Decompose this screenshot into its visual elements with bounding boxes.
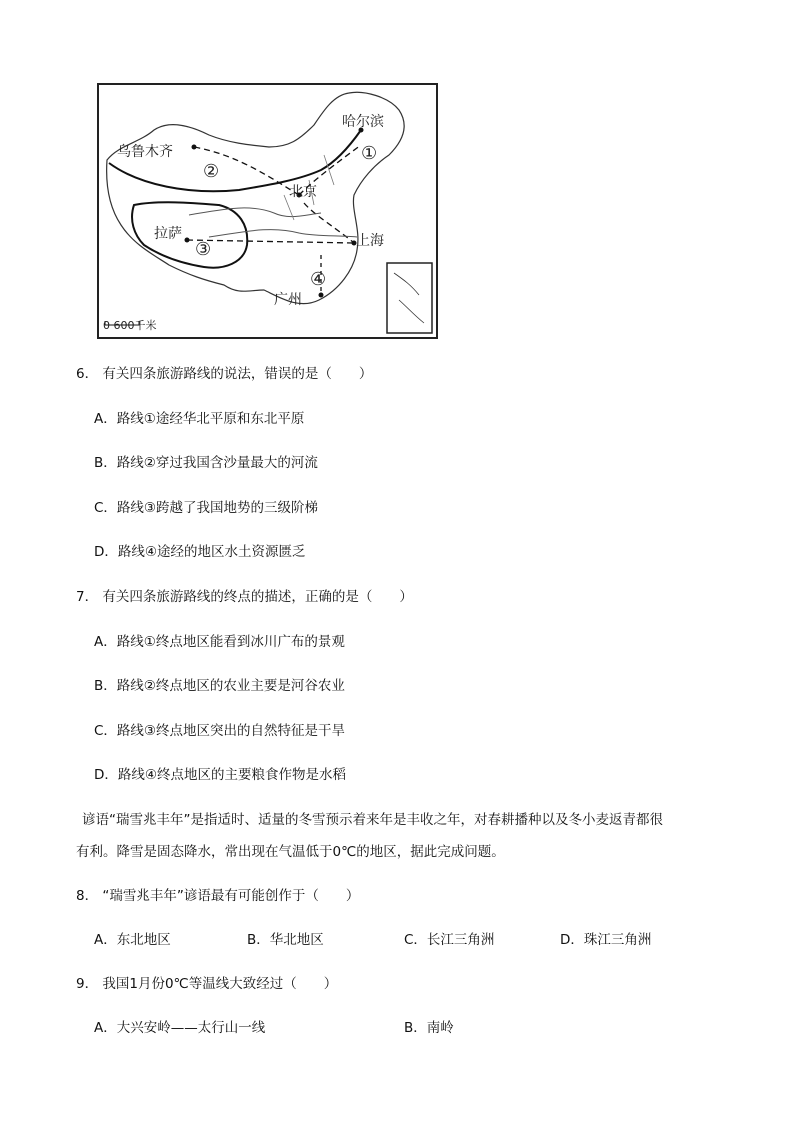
label-shanghai: 上海 <box>356 233 384 249</box>
question-7-option-d: D．路线④终点地区的主要粮食作物是水稻 <box>94 767 346 783</box>
question-7-option-a: A．路线①终点地区能看到冰川广布的景观 <box>94 634 345 650</box>
question-8-stem: 8． “瑞雪兆丰年”谚语最有可能创作于（ ） <box>76 888 360 904</box>
passage-line-1: 谚语“瑞雪兆丰年”是指适时、适量的冬雪预示着来年是丰收之年，对春耕播种以及冬小麦返青都很 <box>82 812 663 828</box>
label-route-2: ② <box>203 161 220 182</box>
question-8-option-c: C．长江三角洲 <box>404 932 495 948</box>
south-china-sea-inset <box>387 263 432 333</box>
passage-line-2: 有利。降雪是固态降水，常出现在气温低于0℃的地区，据此完成问题。 <box>76 844 505 860</box>
question-9-stem: 9． 我国1月份0℃等温线大致经过（ ） <box>76 976 338 992</box>
question-7-option-b: B．路线②终点地区的农业主要是河谷农业 <box>94 678 345 694</box>
yellow-river <box>189 208 321 217</box>
label-guangzhou: 广州 <box>274 292 302 308</box>
lhasa-dot <box>185 238 190 243</box>
label-route-1: ① <box>361 143 378 164</box>
label-urumqi: 乌鲁木齐 <box>117 144 173 160</box>
label-lhasa: 拉萨 <box>154 226 182 242</box>
guangzhou-dot <box>319 293 324 298</box>
label-harbin: 哈尔滨 <box>342 114 384 130</box>
question-8-option-a: A．东北地区 <box>94 932 171 948</box>
question-9-option-a: A．大兴安岭——太行山一线 <box>94 1020 266 1036</box>
question-9-option-b: B．南岭 <box>404 1020 454 1036</box>
region-boundary-northwest <box>109 130 361 191</box>
region-boundary-plateau <box>132 202 247 267</box>
question-8-option-d: D．珠江三角洲 <box>560 932 652 948</box>
question-6-stem: 6． 有关四条旅游路线的说法，错误的是（ ） <box>76 366 373 382</box>
question-7-option-c: C．路线③终点地区突出的自然特征是干旱 <box>94 723 346 739</box>
china-route-map <box>97 83 438 339</box>
question-7-stem: 7． 有关四条旅游路线的终点的描述，正确的是（ ） <box>76 589 413 605</box>
question-6-option-d: D．路线④途经的地区水土资源匮乏 <box>94 544 306 560</box>
urumqi-dot <box>192 145 197 150</box>
question-6-option-c: C．路线③跨越了我国地势的三级阶梯 <box>94 500 319 516</box>
label-route-4: ④ <box>310 269 327 290</box>
scale-label: 0 600千米 <box>103 319 157 332</box>
label-route-3: ③ <box>195 239 212 260</box>
map-drawing <box>99 85 436 337</box>
label-beijing: 北京 <box>289 184 317 200</box>
yangtze-river <box>209 230 357 237</box>
question-8-option-b: B．华北地区 <box>247 932 324 948</box>
route-3-line <box>187 240 354 243</box>
question-6-option-a: A．路线①途经华北平原和东北平原 <box>94 411 305 427</box>
question-6-option-b: B．路线②穿过我国含沙量最大的河流 <box>94 455 318 471</box>
route-4-line <box>304 203 354 243</box>
